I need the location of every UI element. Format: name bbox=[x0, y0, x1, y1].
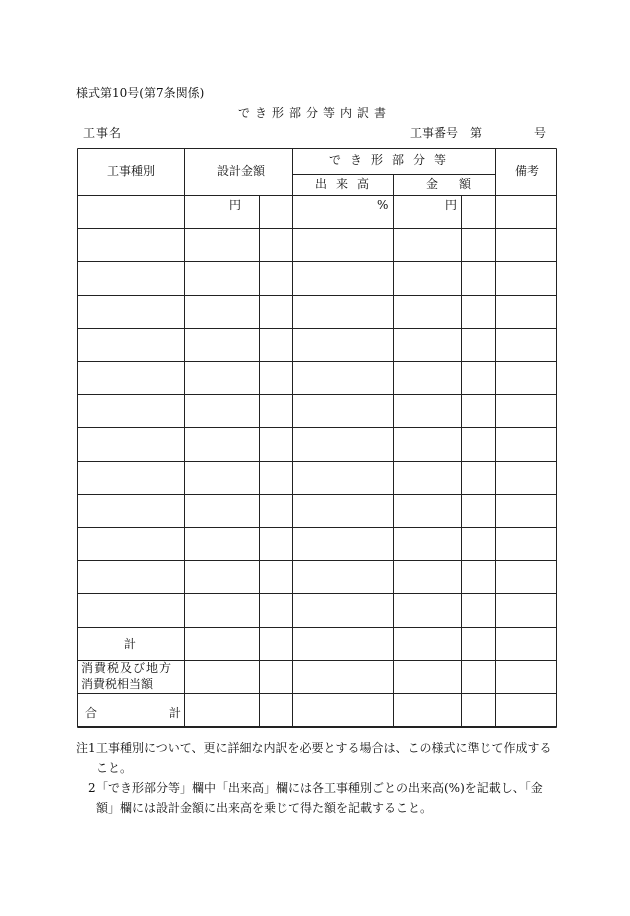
note-number: 2 bbox=[88, 781, 96, 795]
header-work-type: 工事種別 bbox=[107, 164, 156, 178]
unit-percent: % bbox=[377, 198, 389, 212]
header-amount: 金額 bbox=[426, 177, 493, 191]
form-number: 様式第10号(第7条関係) bbox=[76, 86, 205, 100]
project-number-dai: 第 bbox=[470, 126, 483, 140]
note-item bbox=[76, 778, 556, 818]
unit-yen-design: 円 bbox=[229, 198, 242, 212]
header-completed-part: でき形部分等 bbox=[329, 153, 456, 167]
breakdown-table bbox=[77, 148, 557, 728]
total-label-right: 計 bbox=[169, 706, 182, 720]
project-number-go: 号 bbox=[534, 126, 547, 140]
project-name-label: 工事名 bbox=[83, 126, 123, 140]
project-number-label: 工事番号 bbox=[410, 126, 459, 140]
project-number bbox=[410, 124, 546, 141]
tax-label-line2: 消費税相当額 bbox=[81, 677, 154, 691]
note-number: 注1 bbox=[76, 741, 96, 755]
header-progress: 出来高 bbox=[315, 177, 379, 191]
header-remarks: 備考 bbox=[515, 164, 540, 178]
total-label-left: 合 bbox=[85, 706, 98, 720]
note-text: 「でき形部分等」欄中「出来高」欄には各工事種別ごとの出来高(%)を記載し、「金額」欄には設計金額に出来高を乗じて得た額を記載すること。 bbox=[96, 781, 543, 815]
note-item bbox=[76, 738, 556, 778]
table-grid bbox=[77, 148, 557, 728]
document-title: でき形部分等内訳書 bbox=[238, 106, 392, 120]
subtotal-label: 計 bbox=[124, 637, 137, 651]
notes bbox=[76, 738, 556, 818]
note-text: 工事種別について、更に詳細な内訳を必要とする場合は、この様式に準じて作成すること。 bbox=[96, 741, 552, 775]
header-design-amount: 設計金額 bbox=[217, 164, 266, 178]
tax-label-line1: 消費税及び地方 bbox=[81, 661, 173, 675]
unit-yen-amount: 円 bbox=[445, 198, 458, 212]
